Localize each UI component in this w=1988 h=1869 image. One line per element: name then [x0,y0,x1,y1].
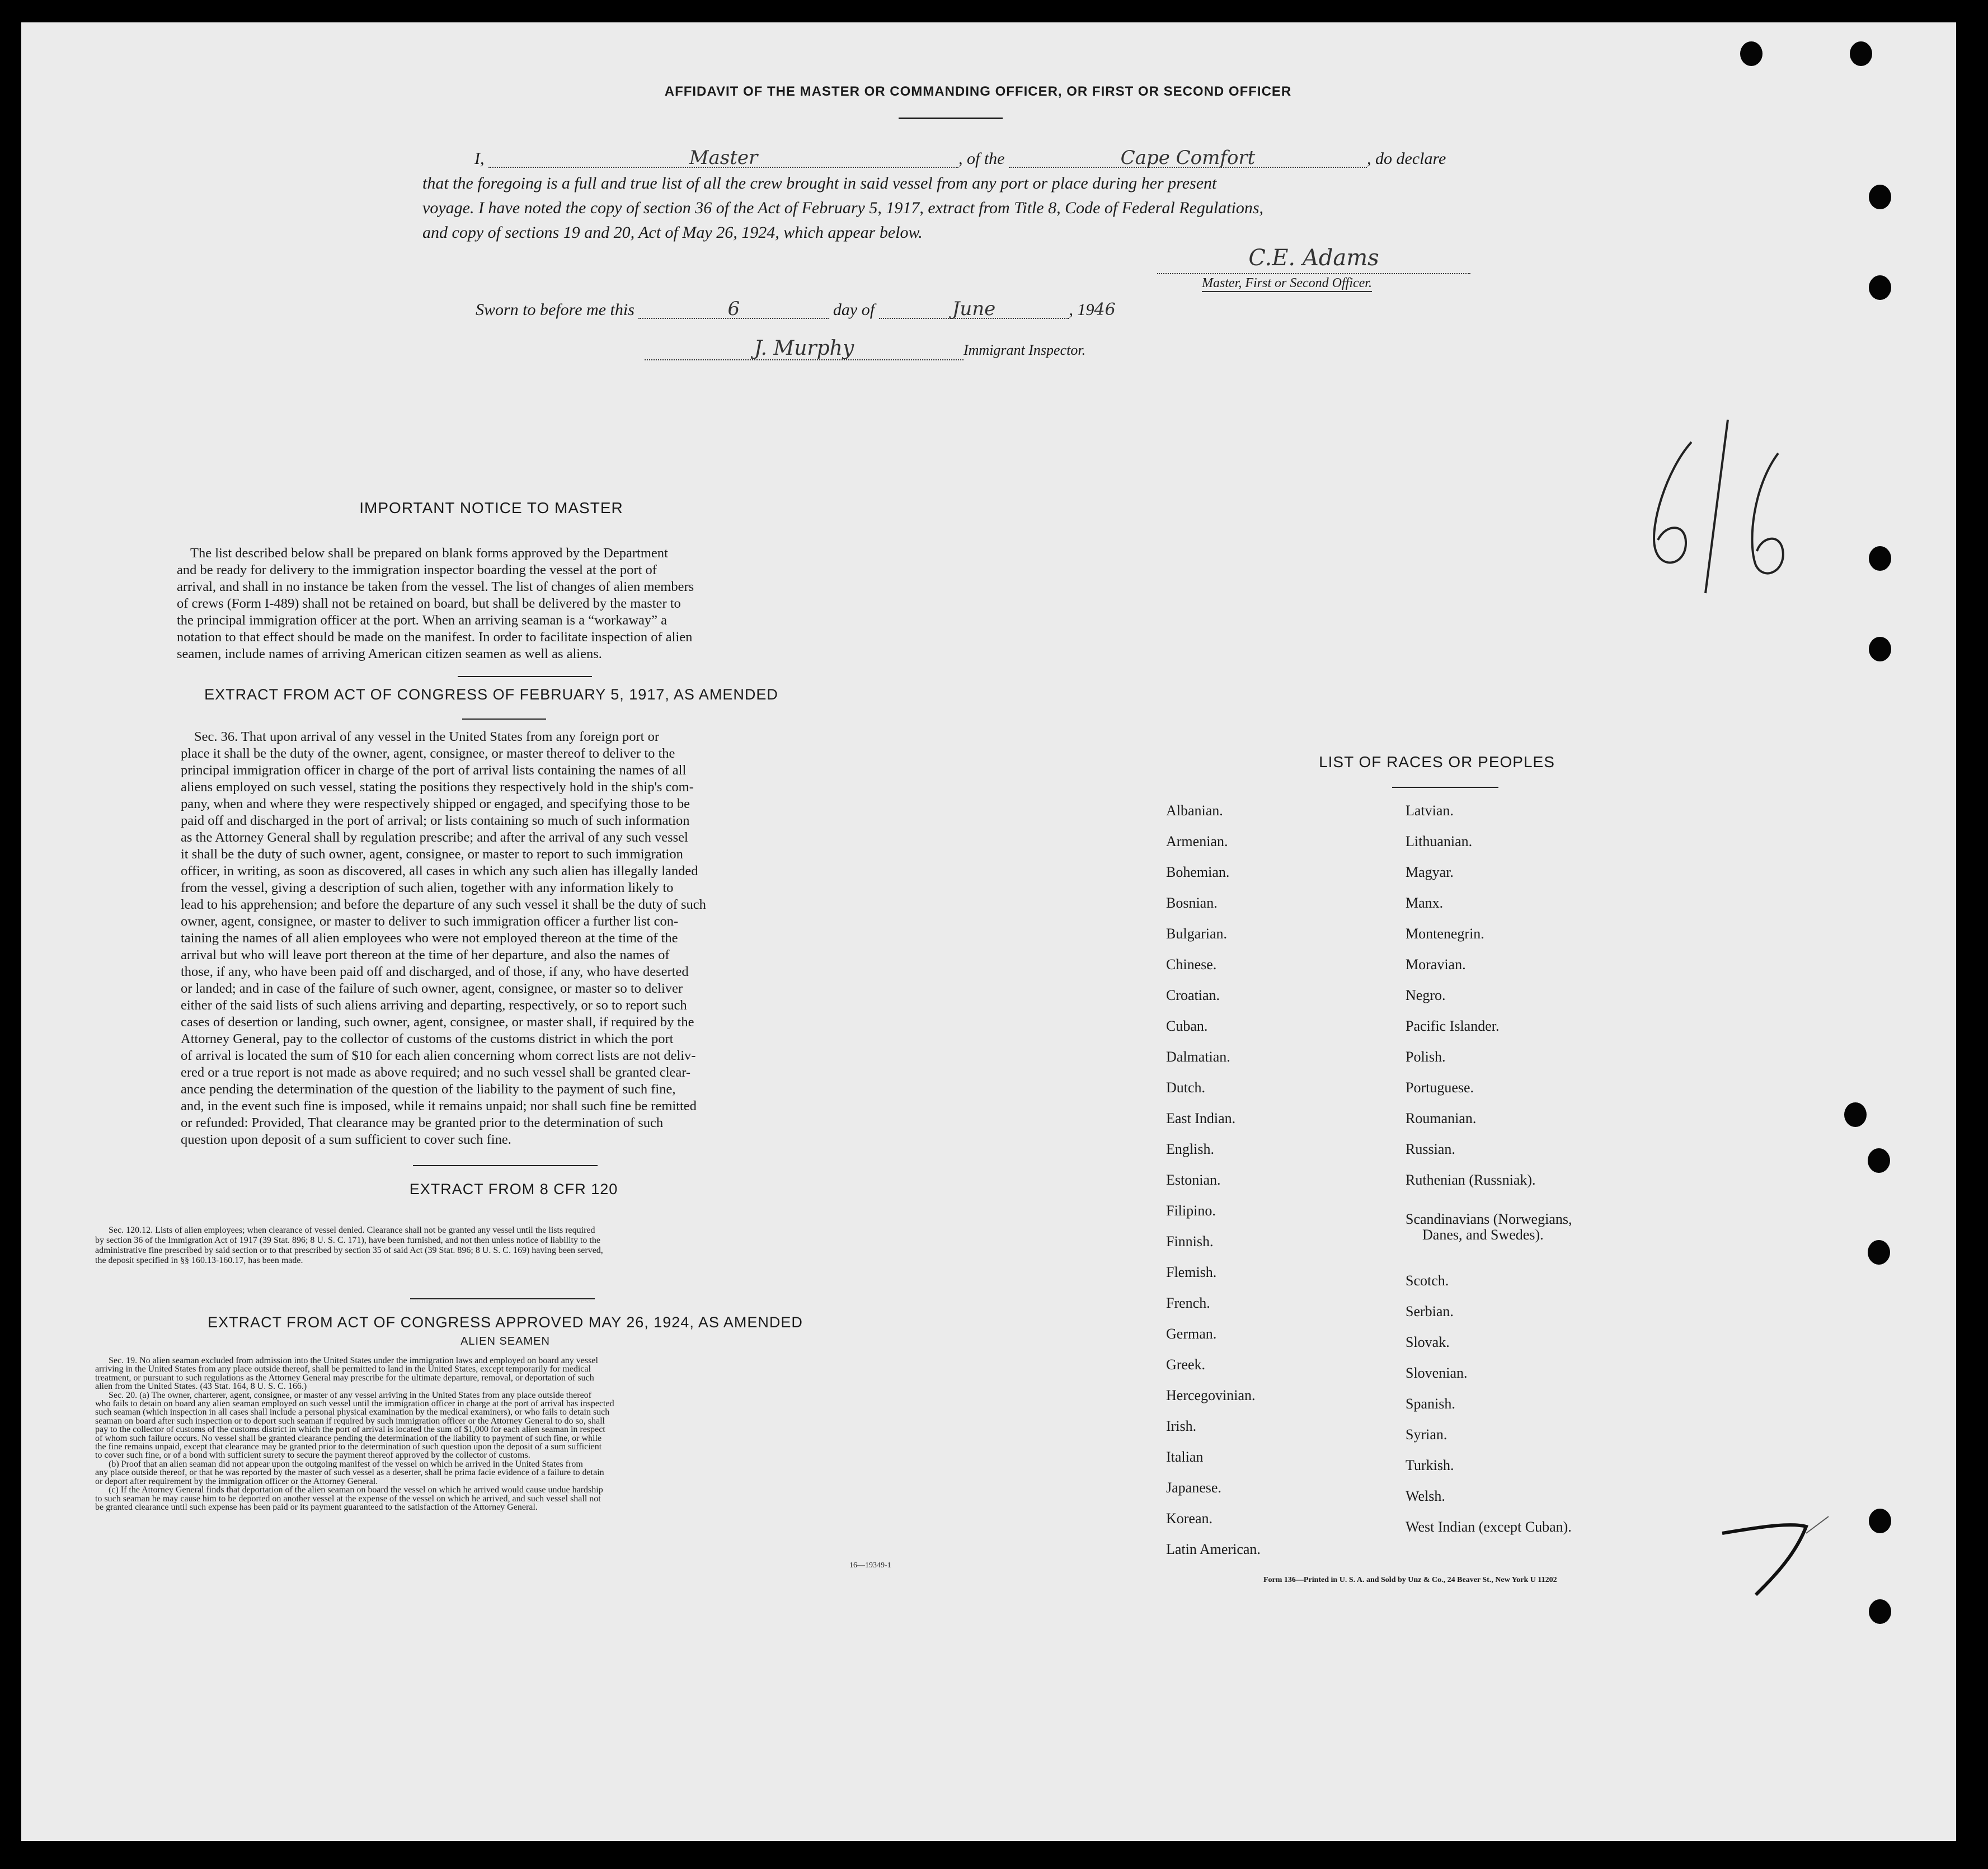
race-item: Pacific Islander. [1406,1018,1500,1034]
cfr-line: administrative fine prescribed by said section or to that prescribed by section 35 of said Act (39 Stat. 896; 8 U. S. C. 169) having been served, [95,1246,603,1255]
punch-hole [1850,41,1872,66]
punch-hole [1869,546,1891,571]
act1917-line: from the vessel, giving a description of such alien, together with any information likely to [181,880,674,895]
punch-hole [1868,1148,1890,1173]
i-label: I, [474,149,485,168]
race-item: Magyar. [1406,864,1454,880]
races-heading: LIST OF RACES OR PEOPLES [1319,753,1555,771]
act1917-line: of arrival is located the sum of $10 for each alien concerning whom correct lists are not deliv- [181,1048,696,1063]
cfr-line: Sec. 120.12. Lists of alien employees; when clearance of vessel denied. Clearance shall not be granted any vessel until the lists required [109,1225,595,1235]
race-item: Hercegovinian. [1166,1387,1256,1403]
notice-line: arrival, and shall in no instance be taken from the vessel. The list of changes of alien members [177,579,694,594]
race-item: Chinese. [1166,956,1217,973]
act1917-line: paid off and discharged in the port of arrival; or lists containing so much of such information [181,813,690,828]
act1917-line: place it shall be the duty of the owner, agent, consignee, or master thereof to deliver to the [181,746,675,761]
notice-text [177,545,837,663]
race-item: Spanish. [1406,1396,1455,1412]
notice-line: of crews (Form I-489) shall not be retained on board, but shall be delivered by the master to [177,596,681,611]
race-item: Ruthenian (Russniak). [1406,1172,1536,1188]
act1924-line: alien from the United States. (43 Stat. 164, 8 U. S. C. 166.) [95,1382,307,1391]
act1924-line: who fails to detain on board any alien seaman employed on such vessel until the immigration officer in charge at the port of arrival has inspected [95,1400,614,1408]
act1924-line: Sec. 19. No alien seaman excluded from admission into the United States under the immigration laws and employed on board any vessel [109,1356,598,1365]
act1924-heading: EXTRACT FROM ACT OF CONGRESS APPROVED MAY 26, 1924, AS AMENDED [208,1314,803,1331]
race-item: Cuban. [1166,1018,1208,1034]
inspector-row [645,337,1085,360]
vessel-name-field: Cape Comfort [1009,147,1367,168]
notice-line: and be ready for delivery to the immigration inspector boarding the vessel at the port of [177,562,657,577]
inspector-signature: J. Murphy [645,337,964,360]
race-item: Montenegrin. [1406,926,1484,942]
act1924-line: pay to the collector of customs of the customs district in which the port of arrival is located the sum of $1,000 for each alien seaman in respect [95,1425,605,1434]
act1924-line: arriving in the United States from any place outside thereof, shall be permitted to land in the United States, except temporarily for medical [95,1365,591,1374]
race-item: Croatian. [1166,987,1220,1003]
act1917-line: taining the names of all alien employees who were not employed thereon at the time of the [181,931,678,946]
month-field: June [879,298,1069,319]
act1924-text [95,1356,934,1511]
act1917-line: question upon deposit of a sum sufficient to cover such fine. [181,1132,511,1147]
notice-line: notation to that effect should be made on the manifest. In order to facilitate inspection of alien [177,630,693,645]
cfr-line: the deposit specified in §§ 160.13-160.17, has been made. [95,1256,303,1265]
race-item: Turkish. [1406,1457,1454,1473]
punch-hole [1869,1509,1891,1533]
notice-heading: IMPORTANT NOTICE TO MASTER [359,499,623,516]
race-item: French. [1166,1295,1210,1311]
race-item: Lithuanian. [1406,833,1473,849]
act1917-line: pany, when and where they were respectively shipped or engaged, and specifying those to be [181,796,690,811]
race-item: Scandinavians (Norwegians, [1406,1211,1572,1227]
race-item: English. [1166,1141,1214,1157]
year-prefix: , 19 [1069,300,1094,319]
act1917-line: or landed; and in case of the failure of such owner, agent, consignee, or master so to deliver [181,981,683,996]
act1917-line: Attorney General, pay to the collector of customs of the customs district in which the port [181,1031,674,1046]
punch-hole [1868,1240,1890,1265]
punch-hole [1844,1102,1867,1127]
punch-hole [1869,275,1891,300]
act1917-line: or refunded: Provided, That clearance may be granted prior to the determination of such [181,1115,664,1130]
act1924-line: of whom such failure occurs. No vessel shall be granted clearance pending the determination of the liability to payment of such fine, or while [95,1434,602,1443]
document-page [21,22,1956,1841]
race-item: German. [1166,1326,1217,1342]
race-item: Irish. [1166,1418,1197,1434]
year-field: 46 [1094,300,1116,320]
affidavit-name-row [474,147,1446,168]
act1917-line: as the Attorney General shall by regulation prescribe; and after the arrival of any such vessel [181,830,688,845]
act1917-line: arrival but who will leave port thereon at the time of her departure, and also the names of [181,947,670,962]
declaration-line: voyage. I have noted the copy of section 36 of the Act of February 5, 1917, extract from Title 8, Code of Federal Regulations, [422,199,1264,217]
punch-hole [1869,637,1891,661]
notice-line: the principal immigration officer at the port. When an arriving seaman is a “workaway” a [177,613,668,628]
race-item: Polish. [1406,1049,1446,1065]
divider [1392,787,1498,788]
race-item: West Indian (except Cuban). [1406,1519,1572,1535]
race-item: Korean. [1166,1510,1213,1527]
race-item: Finnish. [1166,1233,1214,1250]
race-item: Slovenian. [1406,1365,1468,1381]
declaration-line: that the foregoing is a full and true list of all the crew brought in said vessel from any port or place during her present [422,174,1217,192]
declaration-text [422,171,1510,245]
race-item: Bohemian. [1166,864,1230,880]
margin-note-mark [1633,403,1845,616]
divider [462,719,546,720]
race-item: Manx. [1406,895,1444,911]
act1917-line: owner, agent, consignee, or master to deliver to such immigration officer a further list con- [181,914,679,929]
notice-line: The list described below shall be prepared on blank forms approved by the Department [190,546,668,561]
act1924-line: such seaman (which inspection in all cases shall include a personal physical examination by the medical examiners), or who fails to detain such [95,1408,610,1417]
act1924-line: (c) If the Attorney General finds that deportation of the alien seaman on board the vessel on which he arrived would cause undue hardship [109,1486,603,1495]
act1917-line: those, if any, who have been paid off and discharged, and of those, if any, who have deserted [181,964,689,979]
act1917-line: lead to his apprehension; and before the departure of any such vessel it shall be the duty of such [181,897,706,912]
race-item: Dutch. [1166,1079,1206,1096]
cfr-text [95,1225,934,1266]
act1917-line: principal immigration officer in charge of the port of arrival lists containing the names of all [181,763,687,778]
punch-hole [1869,1599,1891,1624]
divider [458,676,592,677]
master-role-label: Master, First or Second Officer. [1202,276,1372,292]
punch-hole [1740,41,1763,66]
race-item: Filipino. [1166,1203,1216,1219]
act1917-heading: EXTRACT FROM ACT OF CONGRESS OF FEBRUARY 5, 1917, AS AMENDED [204,686,778,703]
race-item: Dalmatian. [1166,1049,1230,1065]
race-item: Welsh. [1406,1488,1445,1504]
master-name-field: Master [488,147,958,168]
race-item: Scotch. [1406,1272,1449,1289]
divider [410,1298,595,1299]
race-item: Italian [1166,1449,1204,1465]
race-item: Syrian. [1406,1426,1447,1443]
cfr-heading: EXTRACT FROM 8 CFR 120 [409,1181,618,1198]
race-item: Armenian. [1166,833,1228,849]
punch-hole [1869,185,1891,209]
act1924-line: to such seaman he may cause him to be deported on another vessel at the expense of the vessel on which he arrived, and such vessel shall not [95,1494,601,1503]
form-code: 16—19349-1 [849,1561,891,1570]
act1917-line: aliens employed on such vessel, stating the positions they respectively hold in the ship's com- [181,779,694,795]
race-item: Roumanian. [1406,1110,1477,1126]
race-item: Flemish. [1166,1264,1217,1280]
act1924-line: Sec. 20. (a) The owner, charterer, agent, consignee, or master of any vessel arriving in the United States from any place outside thereof [109,1391,591,1400]
race-item: Estonian. [1166,1172,1221,1188]
race-item: Latin American. [1166,1541,1261,1557]
race-item: Serbian. [1406,1303,1454,1319]
act1924-line: any place outside thereof, or that he was reported by the master of such vessel as a deserter, shall be prima facie evidence of a failure to detain [95,1468,604,1477]
race-item: Latvian. [1406,802,1454,819]
race-item: Japanese. [1166,1480,1221,1496]
act1917-line: officer, in writing, as soon as discovered, all cases in which any such alien has illegally landed [181,863,698,879]
race-item: Russian. [1406,1141,1455,1157]
divider [413,1165,598,1166]
act1924-line: to cover such fine, or of a bond with sufficient surety to secure the payment thereof approved by the collector of customs. [95,1451,530,1460]
race-item: Slovak. [1406,1334,1450,1350]
act1924-subheading: ALIEN SEAMEN [460,1335,550,1347]
sworn-label: Sworn to before me this [476,300,635,319]
act1917-line: Sec. 36. That upon arrival of any vessel in the United States from any foreign port or [194,729,659,744]
inspector-label: Immigrant Inspector. [964,342,1086,358]
race-item: East Indian. [1166,1110,1236,1126]
notice-line: seamen, include names of arriving American citizen seamen as well as aliens. [177,646,602,661]
affidavit-title: AFFIDAVIT OF THE MASTER OR COMMANDING OFFICER, OR FIRST OR SECOND OFFICER [664,84,1292,99]
act1924-line: treatment, or pursuant to such regulations as the Attorney General may prescribe for the ultimate departure, removal, or deportation of such [95,1373,594,1383]
handwritten-check-mark [1711,1511,1845,1606]
race-item: Bulgarian. [1166,926,1228,942]
act1917-line: either of the said lists of such aliens arriving and departing, respectively, or so to report such [181,998,687,1013]
act1917-line: and, in the event such fine is imposed, while it remains unpaid; nor shall such fine be remitted [181,1098,697,1114]
act1917-text [181,729,841,1148]
day-of-label: day of [833,300,875,319]
act1924-line: be granted clearance until such expense has been paid or its payment guaranteed to the satisfaction of the Attorney General. [95,1502,538,1512]
do-declare-label: , do declare [1367,149,1446,168]
race-item: Negro. [1406,987,1446,1003]
cfr-line: by section 36 of the Immigration Act of 1917 (39 Stat. 896; 8 U. S. C. 171), have been furnished, and not then unless notice of liability to the [95,1236,600,1245]
act1917-line: it shall be the duty of such owner, agent, consignee, or master to report to such immigration [181,847,683,862]
day-field: 6 [638,298,829,319]
act1924-line: seaman on board after such inspection or to deport such seaman if required by such immigration officer or the Attorney General to do so, shall [95,1416,605,1426]
act1924-line: (b) Proof that an alien seaman did not appear upon the outgoing manifest of the vessel on which he arrived in the United States from [109,1459,583,1469]
declaration-line: and copy of sections 19 and 20, Act of May 26, 1924, which appear below. [422,223,923,242]
race-item: Moravian. [1406,956,1466,973]
act1917-line: cases of desertion or landing, such owner, agent, consignee, or master shall, if required by the [181,1015,694,1030]
of-the-label: , of the [958,149,1005,168]
act1924-line: or deport after requirement by the immigration officer or the Attorney General. [95,1477,378,1486]
race-item: Bosnian. [1166,895,1218,911]
race-item: Greek. [1166,1356,1206,1373]
race-item: Albanian. [1166,802,1223,819]
act1924-line: the fine remains unpaid, except that clearance may be granted prior to the determination of such question upon the deposit of a sum sufficient [95,1443,602,1452]
master-signature: C.E. Adams [1157,245,1470,274]
race-item: Portuguese. [1406,1079,1474,1096]
act1917-line: ered or a true report is not made as above required; and no such vessel shall be granted clear- [181,1065,691,1080]
act1917-line: ance pending the determination of the question of the liability to the payment of such fine, [181,1082,676,1097]
race-item: Danes, and Swedes). [1422,1227,1544,1243]
divider [899,118,1003,119]
form-footer: Form 136—Printed in U. S. A. and Sold by Unz & Co., 24 Beaver St., New York U 11202 [1263,1576,1557,1584]
margin-note-text [21,22,22,23]
sworn-row [476,298,1116,320]
